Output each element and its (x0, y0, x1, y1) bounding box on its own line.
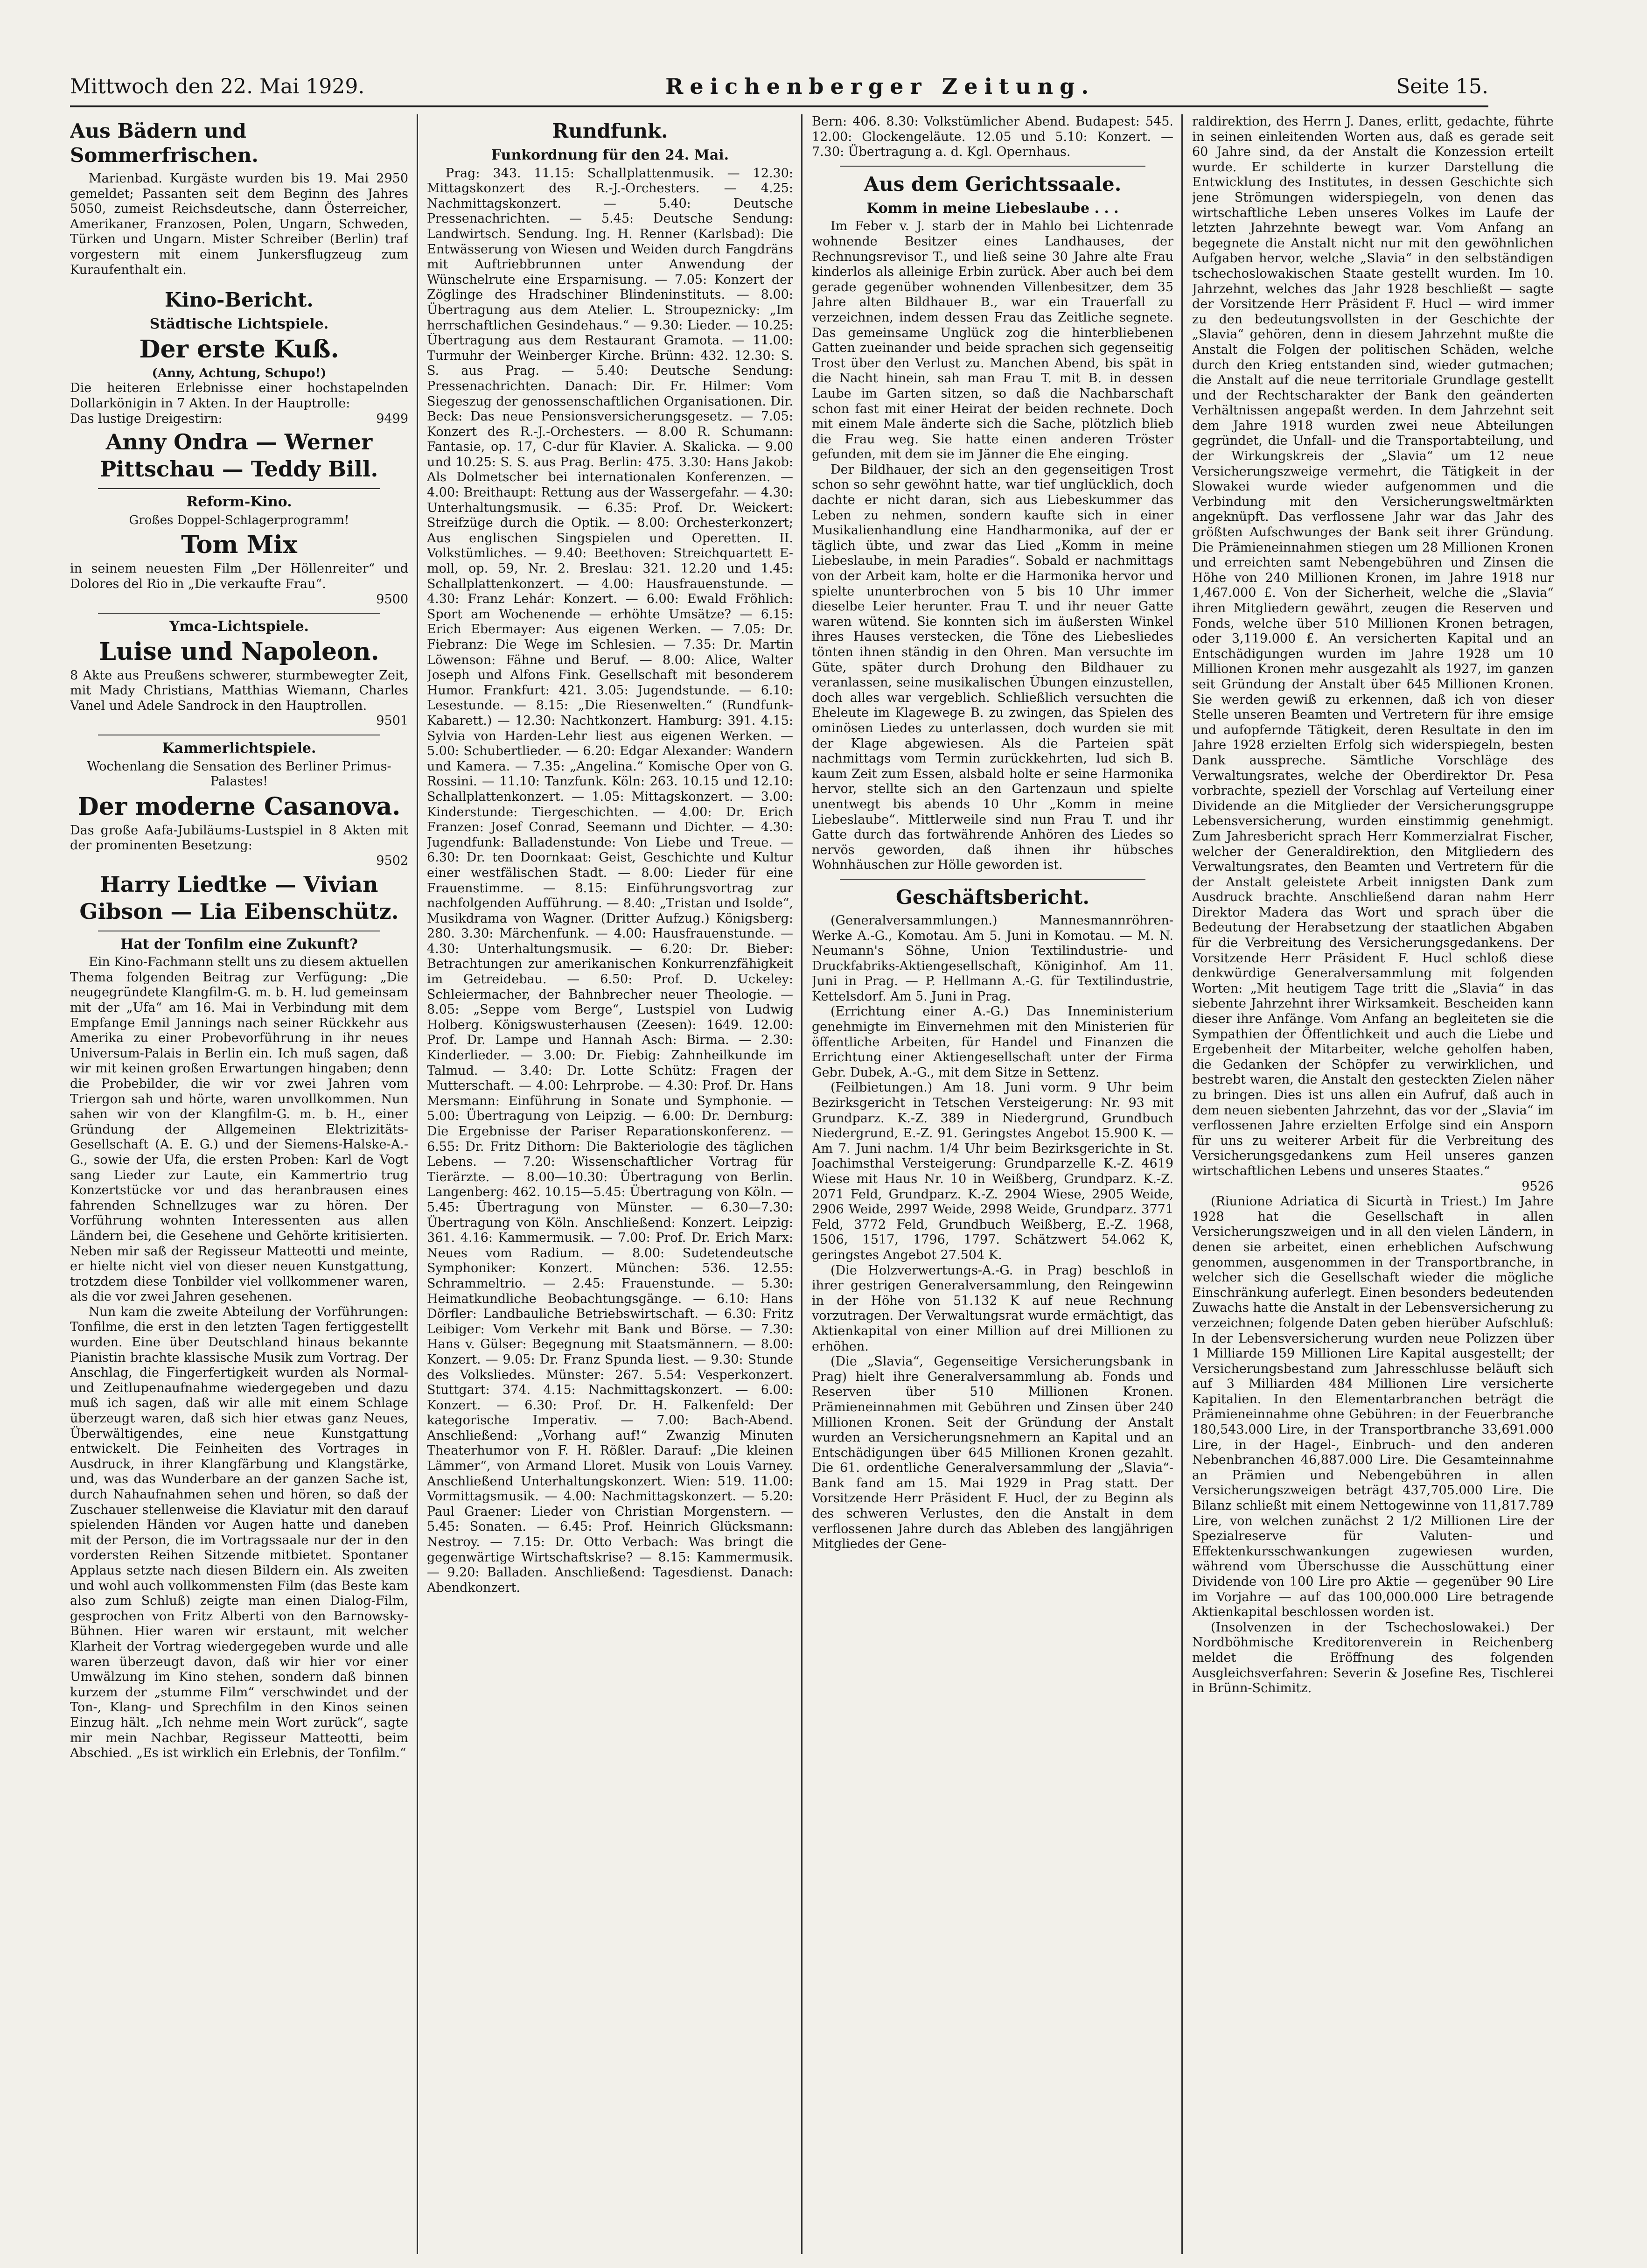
film4-description: Das große Aafa-Jubiläums-Lustspiel in 8 Akten mit der prominenten Besetzung: (70, 823, 408, 853)
film3-description: 8 Akte aus Preußens schwerer, sturmbewegter Zeit, mit Mady Christians, Matthias Wiemann, Charles Vanel und Adele Sandrock in den Hauptrollen. (70, 668, 408, 713)
ad-number: 9501 (376, 714, 408, 728)
business-errichtung: (Errichtung einer A.-G.) Das Inneministerium genehmigte im Einvernehmen mit den Ministerien für öffentliche Arbeiten, für Handel und Finanzen die Errichtung einer Aktiengesellschaft unter der Firma Gebr. Dubek, A.-G., mit dem Sitze in Settenz. (812, 1004, 1173, 1080)
ad-number: 9500 (376, 592, 408, 607)
ad-number: 9502 (376, 854, 408, 868)
column-1 (70, 114, 408, 2254)
film-title-luise-napoleon: Luise und Napoleon. (99, 637, 379, 666)
divider (840, 166, 1145, 167)
slavia-continued: raldirektion, des Herrn J. Danes, erlitt, gedachte, führte in seinen einleitenden Worten aus, daß es gerade seit 60 Jahre sind, da der Anstalt die Konzession erteilt wurde. Er schilderte in kurzer Darstellung die Entwicklung des Institutes, in dessen Geschichte sich jene Strömungen widerspiegeln, von denen das wirtschaftliche Leben unseres Volkes im Laufe der letzten Jahrzehnte bewegt war. Vom Anfang an begegnete die Anstalt nicht nur mit den gewöhnlichen Aufgaben hervor, welche „Slavia“ in den selbständigen tschechoslowakischen Staate gestellt wurden. Im 10. Jahrzehnt, welches das Jahr 1928 beschließt — sagte der Vorsitzende Herr Präsident F. Hucl — wird immer zu den bedeutungsvollsten in der Geschichte der „Slavia“ gehören, denn in diesem Jahrzehnt mußte die Anstalt die Folgen der politischen Schäden, welche durch den Krieg entstanden sind, wieder gutmachen; die Anstalt auf die neue territoriale Grundlage gestellt und der Rechtscharakter der Bank den geänderten Verhältnissen angepaßt werden. In dem Jahrzehnt seit dem Jahre 1918 wurden zwei neue Abteilungen gegründet, die Unfall- und die Transportabteilung, und der Wirkungskreis der „Slavia“ um 12 neue Versicherungszweige vermehrt, die Tätigkeit in der Slowakei wurde wieder aufgenommen und die Verbindung mit den Versicherungsweltmärkten angeknüpft. Das verflossene Jahr war das Jahr des größten Aufschwunges der Bank seit ihrer Gründung. Die Prämieneinnahmen stiegen um 28 Millionen Kronen und erreichten samt Nebengebühren und Zinsen die Höhe von 240 Millionen Kronen, im Jahre 1918 nur 1,467.000 £. Von der Sicherheit, welche die „Slavia“ ihren Mitgliedern gewährt, zeugen die Reserven und Fonds, welche über 510 Millionen Kronen betragen, oder 3,119.000 £. An versicherten Kapital und an Entschädigungen wurden im Jahre 1928 um 10 Millionen Kronen mehr ausgezahlt als 1927, im ganzen seit Gründung der Anstalt über 645 Millionen Kronen. Sie werden gewiß zu erkennen, daß ich von dieser Stelle unseren Beamten und Vertretern für ihre emsige und aufopfernde Tätigkeit, deren Resultate in den im Jahre 1928 erzielten Erfolg sich widerspiegeln, besten Dank ausspreche. Sämtliche Vorschläge des Verwaltungsrates, welche der Oberdirektor Dr. Pesa vorbrachte, speziell der Vorschlag auf Verteilung einer Dividende an die Mitglieder der Versicherungsgruppe Lebensversicherung, wurden einstimmig genehmigt. Zum Jahresbericht sprach Herr Kommerzialrat Fischer, welcher der Generaldirektion, den Mitgliedern des Verwaltungsrates, den Beamten und Vertretern für die der Anstalt geleistete Arbeit innigsten Dank zum Ausdruck brachte. Anschließend daran nahm Herr Direktor Madera das Wort und sprach über die Bedeutung der Herabsetzung der staatlichen Abgaben für die Verbreitung des Versicherungsgedankens. Der Vorsitzende Herr Präsident F. Hucl schloß diese denkwürdige Generalversammlung mit folgenden Worten: „Mit heutigem Tage tritt die „Slavia“ in das siebente Jahrzehnt ihrer Wirksamkeit. Bescheiden kann dieser ihre Anfänge. Vom Anfang an begleiteten sie die Sympathien der Öffentlichkeit und auch die Liebe und Ergebenheit der Mitarbeiter, welche geholfen haben, die Gedanken der Schöpfer zu verwirklichen, und bestrebt waren, die Anstalt den gesteckten Zielen näher zu bringen. Dies ist uns allen ein Aufruf, daß auch in dem neuen siebenten Jahrzehnt, das vor der „Slavia“ im verflossenen Jahre erzielten Erfolge sind ein Ansporn für uns zu weiterer Arbeit für die Verbreitung des Versicherungsgedankens zum Heil unseres ganzen wirtschaftlichen Lebens und unseres Staates.“ (1192, 114, 1554, 1178)
column-rule (801, 114, 803, 2254)
cinema-ymca: Ymca-Lichtspiele. (169, 618, 309, 635)
section-heading-baeder: Aus Bädern und Sommerfrischen. (70, 119, 258, 167)
column-2 (427, 114, 793, 2254)
issue-date: Mittwoch den 22. Mai 1929. (70, 74, 365, 98)
cinema-kammer: Kammerlichtspiele. (162, 740, 316, 757)
article-marienbad: Marienbad. Kurgäste wurden bis 19. Mai 2950 gemeldet; Passanten seit dem Beginn des Jahres 5050, zumeist Reichsdeutsche, dann Österreicher, Amerikaner, Franzosen, Polen, Ungarn, Schweden, Türken und Ungarn. Mister Schreiber (Berlin) traf vorgestern mit einem Junkersflugzeug zum Kuraufenthalt ein. (70, 171, 408, 277)
court-paragraph-1: Im Feber v. J. starb der in Mahlo bei Lichtenrade wohnende Besitzer eines Landhauses, der Rechnungsrevisor T., und ließ seine 30 Jahre alte Frau kinderlos als alleinige Erbin zurück. Aber auch bei dem gerade gegenüber wohnenden Villenbesitzer, dem 35 Jahre alten Bildhauer B., war ein Trauerfall zu verzeichnen, indem dessen Frau das Zeitliche segnete. Das gemeinsame Unglück zog die hinterbliebenen Gatten zueinander und beide sprachen sich gegenseitig Trost über den Verlust zu. Manchen Abend, bis spät in die Nacht hinein, sah man Frau T. mit B. in dessen Laube im Garten sitzen, so daß die Nachbarschaft schon fast mit einer Heirat der beiden rechnete. Doch mit einem Male änderte sich die Sache, plötzlich blieb die Frau weg. Sie hatte einen anderen Tröster gefunden, mit dem sie im Jänner die Ehe einging. (812, 219, 1173, 462)
film1-line: Das lustige Dreigestirn: (70, 411, 223, 426)
business-holzverwertung: (Die Holzverwertungs-A.-G. in Prag) beschloß in ihrer gestrigen Generalversammlung, den Reingewinn in der Höhe von 51.132 K auf neue Rechnung vorzutragen. Der Verwaltungsrat wurde ermächtigt, das Aktienkapital von einer Million auf drei Millionen zu erhöhen. (812, 1263, 1173, 1354)
tonfilm-paragraph-2: Nun kam die zweite Abteilung der Vorführungen: Tonfilme, die erst in den letzten Tagen fertiggestellt wurden. Eine über Deutschland hinaus bekannte Pianistin brachte klassische Musik zum Vortrag. Der Anschlag, die Fingerfertigkeit wurden als Normal- und Zeitlupenaufnahme wiedergegeben und dazu muß ich sagen, daß wir alle mit einem Schlage überzeugt waren, daß sich hier etwas ganz Neues, Überwältigendes, eine neue Kunstgattung entwickelt. Die Feinheiten des Vortrages in Ausdruck, in ihrer Klangfärbung und Klangstärke, und, was das Wunderbare an der ganzen Sache ist, durch Nahaufnahmen sehen und hören, so daß der Zuschauer stellenweise die Klaviatur mit den darauf spielenden Händen vor Augen hatte und daneben mit der Person, die im Vortragssaale nur der in den vordersten Reihen Sitzende mitbietet. Spontaner Applaus setzte nach diesen Bildern ein. Als zweiten und wohl auch vollkommensten Film (das Beste kam also zum Schluß) zeigte man einen Dialog-Film, gesprochen von Fritz Alberti von den Barnowsky-Bühnen. Hier waren wir erstaunt, mit welcher Klarheit der Vortrag wiedergegeben wurde und alle waren überzeugt davon, daß wir hier vor einer Umwälzung im Kino stehen, sondern daß binnen kurzem der „stumme Film“ verschwindet und der Ton-, Klang- und Sprechfilm in den Kinos seinen Einzug hält. „Ich nehme mein Wort zurück“, sagte mir mein Nachbar, Regisseur Matteotti, beim Abschied. „Es ist wirklich ein Erlebnis, der Tonfilm.“ (70, 1304, 408, 1761)
court-article-title: Komm in meine Liebeslaube . . . (866, 200, 1119, 217)
column-rule (1181, 114, 1183, 2254)
masthead (70, 70, 1488, 103)
section-heading-rundfunk: Rundfunk. (552, 119, 668, 142)
business-generalversammlungen: (Generalversammlungen.) Mannesmannröhren-Werke A.-G., Komotau. Am 5. Juni in Komotau. — M. N. Neumann's Söhne, Union Textilindustrie- und Druckfabriks-Aktiengesellschaft, Königinhof. Am 11. Juni in Prag. — P. Hellmann A.-G. für Textilindustrie, Kettelsdorf. Am 5. Juni in Prag. (812, 913, 1173, 1004)
section-heading-kino: Kino-Bericht. (165, 288, 314, 312)
business-slavia: (Die „Slavia“, Gegenseitige Versicherungsbank in Prag) hielt ihre Generalversammlung ab. Fonds und Reserven über 510 Millionen Kronen. Prämieneinnahmen mit Gebühren und Zinsen über 240 Millionen Kronen. Seit der Gründung der Anstalt wurden an Versicherungsnehmern an Kapital und an Entschädigungen über 645 Millionen Kronen gezahlt. Die 61. ordentliche Generalversammlung der „Slavia“-Bank fand am 15. Mai 1929 in Prag statt. Der Vorsitzende Herr Präsident F. Hucl, der zu Beginn als des schweren Verlustes, den die Anstalt in dem verflossenen Jahre durch das Ableben des langjährigen Mitgliedes der Gene- (812, 1354, 1173, 1552)
business-insolvenzen: (Insolvenzen in der Tschechoslowakei.) Der Nordböhmische Kreditorenverein in Reichenberg meldet die Eröffnung des folgenden Ausgleichsverfahren: Severin & Josefine Res, Tischlerei in Brünn-Schimitz. (1192, 1620, 1554, 1696)
ad-number: 9526 (1521, 1179, 1554, 1194)
court-paragraph-2: Der Bildhauer, der sich an den gegenseitigen Trost schon so sehr gewöhnt hatte, war tief unglücklich, doch dachte er nicht daran, sich aus Liebeskummer das Leben zu nehmen, sondern kaufte sich in einer Musikalienhandlung eine Handharmonika, auf der er täglich übte, und zwar das Lied „Komm in meine Liebeslaube, in mein Paradies“. Sobald er nachmittags von der Arbeit kam, holte er die Harmonika hervor und spielte ununterbrochen von 5 bis 10 Uhr immer dieselbe Leier herunter. Frau T. und ihr neuer Gatte waren wütend. Sie konnten sich im äußersten Winkel ihres Hauses verstecken, die Töne des Liebesliedes tönten ihnen ständig in den Ohren. Man versuchte im Güte, später durch Drohung den Bildhauer zu veranlassen, seine musikalischen Übungen einzustellen, doch alles war vergeblich. Schließlich versuchten die Eheleute im Klagewege B. zu zwingen, das Spielen des ominösen Liedes zu unterlassen, doch wurden sie mit der Klage abgewiesen. Als die Parteien spät nachmittags vom Termin zurückkehrten, lud sich B. kaum Zeit zum Essen, alsbald holte er seine Harmonika hervor, stellte sich an den Gartenzaun und spielte unentwegt bis abends 10 Uhr „Komm in meine Liebeslaube“. Mittlerweile sind nun Frau T. und ihr Gatte durch das fortwährende Anhören des Liedes so nervös geworden, daß ihnen ihr hübsches Wohnhäuschen zur Hölle geworden ist. (812, 462, 1173, 873)
section-heading-gerichtssaal: Aus dem Gerichtssaale. (864, 172, 1122, 196)
section-heading-geschaeftsbericht: Geschäftsbericht. (896, 885, 1089, 909)
business-riunione-adriatica: (Riunione Adriatica di Sicurtà in Triest.) Im Jahre 1928 hat die Gesellschaft in allen Versicherungszweigen und in all den vielen Ländern, in denen sie arbeitet, einen erheblichen Aufschwung genommen, ausgenommen in der Transportbranche, in welcher sich die Gesellschaft wieder die mögliche Einschränkung auferlegt. Einen besonders bedeutenden Zuwachs hatte die Anstalt in der Lebensversicherung zu verzeichnen; folgende Daten geben hierüber Aufschluß: In der Lebensversicherung wurden neue Polizzen über 1 Milliarde 159 Millionen Lire Kapital ausgestellt; der Versicherungsbestand zum Jahresschlusse beläuft sich auf 3 Milliarden 484 Millionen Lire versicherte Kapitalien. In den Elementarbranchen beträgt die Prämieneinnahme ohne Gebühren: in der Feuerbranche 180,543.000 Lire, in der Transportbranche 33,691.000 Lire, in der Hagel-, Einbruch- und den anderen Nebenbranchen 46,887.000 Lire. Die Gesamteinnahme an Prämien und Nebengebühren in allen Versicherungszweigen beträgt 437,705.000 Lire. Die Bilanz schließt mit einem Nettogewinne von 11,817.789 Lire, von welchen zunächst 2 1/2 Millionen Lire der Spezialreserve für Valuten- und Effektenkursschwankungen zugewiesen wurden, während vom Überschusse die Ausschüttung einer Dividende von 100 Lire pro Aktie — gegenüber 90 Lire im Vorjahre — auf das 100,000.000 Lire betragende Aktienkapital beschlossen worden ist. (1192, 1194, 1554, 1620)
cinema-reform: Reform-Kino. (186, 494, 292, 511)
film4-cast: Harry Liedtke — Vivian Gibson — Lia Eibenschütz. (79, 871, 399, 924)
film1-cast: Anny Ondra — Werner Pittschau — Teddy Bill. (100, 429, 378, 482)
film1-description: Die heiteren Erlebnisse einer hochstapelnden Dollarkönigin in 7 Akten. In der Hauptrolle: (70, 381, 408, 411)
ad-number: 9499 (376, 411, 408, 426)
tonfilm-paragraph-1: Ein Kino-Fachmann stellt uns zu diesem aktuellen Thema folgenden Beitrag zur Verfügung: „Die neugegründete Klangfilm-G. m. b. H. lud gemeinsam mit der „Ufa“ am 16. Mai in Verbindung mit dem Empfange Emil Jannings nach seiner Rückkehr aus Amerika zu einer Probevorführung in ihr neues Universum-Palais in Berlin ein. Ich muß sagen, daß wir mit keinen großen Erwartungen hingaben; denn die Probebilder, die wir vor zwei Jahren vom Triergon sah und hörte, waren unvollkommen. Nun sahen wir von der Klangfilm-G. m. b. H., einer Gründung der Allgemeinen Elektrizitäts-Gesellschaft (A. E. G.) und der Siemens-Halske-A.-G., sowie der Ufa, die ersten Proben: Karl de Vogt sang Lieder zur Laute, ein Kammertrio trug Konzertstücke vor und das heranbrausen eines fahrenden Schnellzuges war zu hören. Der Vorführung wohnten Interessenten aus allen Ländern bei, die Gesehene und Gehörte kritisierten. Neben mir saß der Regisseur Matteotti und meinte, er hielte nicht viel von dieser neuen Kunstgattung, trotzdem diese Tonbilder viel vollkommener waren, als die vor zwei Jahren gesehenen. (70, 955, 408, 1304)
column-4 (1192, 114, 1554, 2254)
kammer-text: Wochenlang die Sensation des Berliner Primus-Palastes! (87, 759, 391, 789)
radio-program-continued: Bern: 406. 8.30: Volkstümlicher Abend. Budapest: 545. 12.00: Glockengeläute. 12.05 und 5.10: Konzert. — 7.30: Übertragung a. d. Kgl. Opernhaus. (812, 114, 1173, 160)
newspaper-title: Reichenberger Zeitung. (665, 74, 1096, 99)
film-title-tom-mix: Tom Mix (181, 531, 297, 560)
rundfunk-subheading: Funkordnung für den 24. Mai. (491, 147, 729, 163)
divider (840, 879, 1145, 880)
cinema-staedtische: Städtische Lichtspiele. (149, 316, 329, 333)
film-title-casanova: Der moderne Casanova. (77, 792, 401, 821)
column-rule (417, 114, 418, 2254)
masthead-rule (70, 105, 1488, 107)
reform-text: Großes Doppel-Schlagerprogramm! (129, 513, 349, 527)
film-title-erste-kuss: Der erste Kuß. (139, 335, 339, 364)
radio-program: Prag: 343. 11.15: Schallplattenmusik. — 12.30: Mittagskonzert des R.-J.-Orchesters. — 4.25: Nachmittagskonzert. — 5.40: Deutsche Pressenachrichten. — 5.45: Deutsche Sendung: Landwirtsch. Sendung. Ing. H. Renner (Karlsbad): Die Entwässerung von Wiesen und Weiden durch Fangdräns mit Auftriebbrunnen unter Anwendung der Wünschelrute eine Ersparnisung. — 7.05: Konzert der Zöglinge des Hradschiner Blindeninstituts. — 8.00: Übertragung aus dem Atelier. L. Stroupeznicky: „Im herrschaftlichen Gesindehaus.“ — 9.30: Lieder. — 10.25: Übertragung aus dem Restaurant Gramota. — 11.00: Turmuhr der Weinberger Kirche. Brünn: 432. 12.30: S. S. aus Prag. — 5.40: Deutsche Sendung: Pressenachrichten. Danach: Dir. Fr. Hilmer: Vom Siegeszug der genossenschaftlichen Organisationen. Dir. Beck: Das neue Pensionsversicherungsgesetz. — 7.05: Konzert des R.-J.-Orchesters. — 8.00 R. Schumann: Fantasie, op. 17, C-dur für Klavier. A. Skalicka. — 9.00 und 10.25: S. S. aus Prag. Berlin: 475. 3.30: Hans Jakob: Als Dolmetscher bei internationalen Konferenzen. — 4.00: Breithaupt: Rettung aus der Wassergefahr. — 4.30: Unterhaltungsmusik. — 6.35: Prof. Dr. Weickert: Streifzüge durch die Optik. — 8.00: Orchesterkonzert; Aus englischen Singspielen und Operetten. II. Volkstümliches. — 9.40: Beethoven: Streichquartett E-moll, op. 59, Nr. 2. Breslau: 321. 12.20 und 1.45: Schallplattenkonzert. — 4.00: Hausfrauenstunde. — 4.30: Franz Lehár: Konzert. — 6.00: Ewald Fröhlich: Sport am Wochenende — erhöhte Umsätze? — 6.15: Erich Ebermayer: Aus eigenen Werken. — 7.05: Dr. Fiebranz: Die Wege im Schlesien. — 7.35: Dr. Martin Löwenson: Fähne und Beruf. — 8.00: Alice, Walter Joseph und Alfons Fink. Gesellschaft mit besonderem Humor. Frankfurt: 421. 3.05: Jugendstunde. — 6.10: Lesestunde. — 8.15: „Die Riesenwelten.“ (Rundfunk-Kabarett.) — 12.30: Nachtkonzert. Hamburg: 391. 4.15: Sylvia von Harden-Lehr liest aus eigenen Werken. — 5.00: Schubertlieder. — 6.20: Edgar Alexander: Wandern und Kamera. — 7.35: „Angelina.“ Komische Oper von G. Rossini. — 11.10: Tanzfunk. Köln: 263. 10.15 und 12.10: Schallplattenkonzert. — 1.05: Mittagskonzert. — 3.00: Kinderstunde: Tiergeschichten. — 4.00: Dr. Erich Franzen: Josef Conrad, Seemann und Dichter. — 4.30: Jugendfunk: Balladenstunde: Von Liebe und Treue. — 6.30: Dr. ten Doornkaat: Geist, Geschichte und Kultur einer westfälischen Stadt. — 8.00: Lieder für eine Frauenstimme. — 8.15: Einführungsvortrag zur nachfolgenden Aufführung. — 8.40: „Tristan und Isolde“, Musikdrama von Wagner. (Dritter Aufzug.) Königsberg: 280. 3.30: Märchenfunk. — 4.00: Hausfrauenstunde. — 4.30: Unterhaltungsmusik. — 6.20: Dr. Bieber: Betrachtungen zur amerikanischen Konkurrenzfähigkeit im Getreidebau. — 6.50: Prof. D. Uckeley: Schleiermacher, der Bahnbrecher neuer Theologie. — 8.05: „Seppe vom Berge“, Lustspiel von Ludwig Holberg. Königswusterhausen (Zeesen): 1649. 12.00: Prof. Dr. Lampe und Hannah Asch: Birma. — 2.30: Kinderlieder. — 3.00: Dr. Fiebig: Zahnheilkunde im Talmud. — 3.40: Dr. Lotte Schütz: Fragen der Mutterschaft. — 4.00: Lehrprobe. — 4.30: Prof. Dr. Hans Mersmann: Einführung in Sonate und Symphonie. — 5.00: Übertragung von Leipzig. — 6.00: Dr. Dernburg: Die Ergebnisse der Pariser Reparationskonferenz. — 6.55: Dr. Fritz Dithorn: Die Bakteriologie des täglichen Lebens. — 7.20: Wissenschaftlicher Vortrag für Tierärzte. — 8.00—10.30: Übertragung von Berlin. Langenberg: 462. 10.15—5.45: Übertragung von Köln. — 5.45: Übertragung von Münster. — 6.30—7.30: Übertragung von Köln. Anschließend: Konzert. Leipzig: 361. 4.16: Kammermusik. — 7.00: Prof. Dr. Erich Marx: Neues vom Radium. — 8.00: Sudetendeutsche Symphoniker: Konzert. München: 536. 12.55: Schrammeltrio. — 2.45: Frauenstunde. — 5.30: Heimatkundliche Beobachtungsgänge. — 6.10: Hans Dörfler: Landbauliche Betriebswirtschaft. — 6.30: Fritz Leibiger: Vom Verkehr mit Bank und Börse. — 7.30: Hans v. Gülser: Begegnung mit Staatsmännern. — 8.00: Konzert. — 9.05: Dr. Franz Spunda liest. — 9.30: Stunde des Volksliedes. Münster: 267. 5.54: Vesperkonzert. Stuttgart: 374. 4.15: Nachmittagskonzert. — 6.00: Konzert. — 6.30: Prof. Dr. H. Falkenfeld: Der kategorische Imperativ. — 7.00: Bach-Abend. Anschließend: „Vorhang auf!“ Zwanzig Minuten Theaterhumor von F. H. Rößler. Darauf: „Die kleinen Lämmer“, von Armand Lloret. Musik von Louis Varney. Anschließend Unterhaltungskonzert. Wien: 519. 11.00: Vormittagsmusik. — 4.00: Nachmittagskonzert. — 5.20: Paul Graener: Lieder von Christian Morgenstern. — 5.45: Sonaten. — 6.45: Prof. Heinrich Glücksmann: Nestroy. — 7.15: Dr. Otto Verbach: Was bringt die gegenwärtige Wirtschaftskrise? — 8.15: Kammermusik. — 9.20: Balladen. Anschließend: Tagesdienst. Danach: Abendkonzert. (427, 166, 793, 1595)
business-feilbietungen: (Feilbietungen.) Am 18. Juni vorm. 9 Uhr beim Bezirksgericht in Tetschen Versteigerung: Nr. 93 mit Grundparz. K.-Z. 389 in Niedergrund, Grundbuch Niedergrund, E.-Z. 91. Geringstes Angebot 15.900 K. — Am 7. Juni nachm. 1/4 Uhr beim Bezirksgerichte in St. Joachimsthal Versteigerung: Grundparzelle K.-Z. 4619 Wiese mit Haus Nr. 10 in Weißberg, Grundparz. K.-Z. 2071 Feld, Grundparz. K.-Z. 2904 Wiese, 2905 Weide, 2906 Weide, 2997 Weide, 2998 Weide, Grundparz. 3771 Feld, 3772 Feld, Grundbuch Weißberg, E.-Z. 1968, 1506, 1517, 1796, 1797. Schätzwert 54.062 K, geringstes Angebot 27.504 K. (812, 1080, 1173, 1262)
film2-description: in seinem neuesten Film „Der Höllenreiter“ und Dolores del Rio in „Die verkaufte Frau“. (70, 561, 408, 591)
film-subtitle: (Anny, Achtung, Schupo!) (152, 366, 327, 380)
tonfilm-heading: Hat der Tonfilm eine Zukunft? (120, 936, 358, 952)
column-3 (812, 114, 1173, 2254)
divider (98, 488, 380, 489)
page-number: Seite 15. (1396, 74, 1488, 98)
divider (98, 613, 380, 614)
